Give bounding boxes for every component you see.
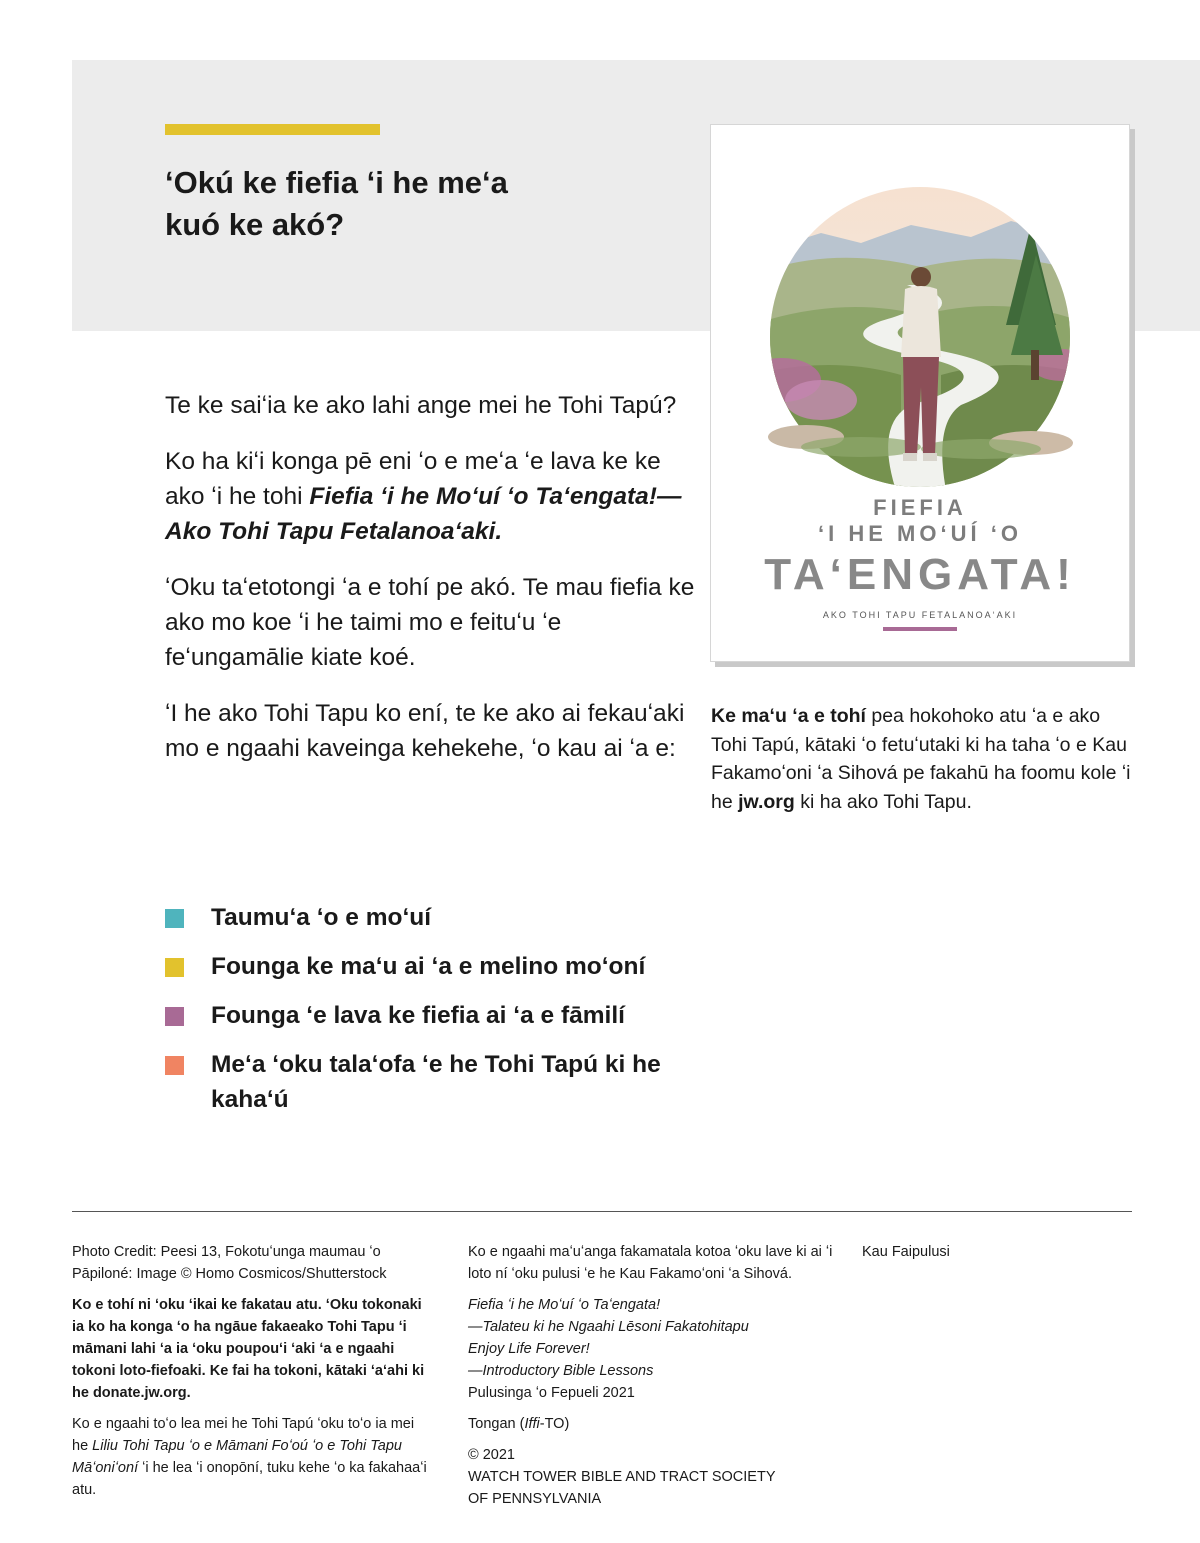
language-symbol: Iffi [524, 1416, 540, 1432]
footer-column-2 [468, 1241, 838, 1519]
scripture-note [72, 1413, 432, 1501]
language-suffix: -TO) [539, 1416, 570, 1432]
cover-title-line-2: ʻI HE MOʻUÍ ʻO [818, 521, 1022, 546]
website-link[interactable]: jw.org [738, 790, 795, 813]
scripture-note-text: Ko e ngaahi toʻo lea mei he Tohi Tapú ʻoku toʻo ia mei he [72, 1416, 415, 1454]
accent-bar [165, 124, 380, 135]
paragraph-1: Te ke saiʻia ke ako lahi ange mei he Tohi Tapú? [165, 392, 677, 419]
photo-credit: Photo Credit: Peesi 13, Fokotuʻunga maumau ʻo Pāpiloné: Image © Homo Cosmicos/Shutterstock [72, 1244, 387, 1282]
copyright [468, 1444, 838, 1510]
language-text: Tongan ( [468, 1416, 525, 1432]
title-tongan: Fiefia ʻi he Moʻuí ʻo Taʻengata! [468, 1297, 661, 1313]
topic-item [165, 1047, 725, 1117]
topic-label: Taumuʻa ʻo e moʻuí [211, 904, 432, 931]
not-for-sale-note: Ko e tohí ni ʻoku ʻikai ke fakatau atu. ʻOku tokonaki ia ko ha konga ʻo ha ngāue fakaeako Tohi Tapu ʻi māmani lahi ʻa ia ʻoku poupouʻi ʻaki ʻa e ngaahi tokoni loto-fiefoaki. Ke fai ha tokoni, kātaki ʻaʻahi ki he donate.jw.org. [72, 1297, 425, 1401]
topic-label: Founga ke maʻu ai ʻa e melino moʻoní [211, 953, 646, 980]
page-title [165, 162, 645, 246]
topic-label: Founga ʻe lava ke fiefia ai ʻa e fāmilí [211, 1002, 625, 1029]
footer-column-3 [862, 1241, 1062, 1272]
title-tongan-sub: —Talateu ki he Ngaahi Lēsoni Fakatohitapu [468, 1319, 749, 1335]
paragraph-2 [165, 444, 705, 549]
request-lead: Ke maʻu ʻa e tohí [711, 705, 866, 727]
body-text [165, 388, 705, 787]
publication-titles [468, 1294, 838, 1404]
bible-title: Liliu Tohi Tapu ʻo e Māmani Foʻoú ʻo e Tohi Tapu Māʻoniʻoní [72, 1438, 402, 1476]
printing-date: Pulusinga ʻo Fepueli 2021 [468, 1385, 635, 1401]
topic-item [165, 900, 725, 935]
publisher-line-2: OF PENNSYLVANIA [468, 1491, 602, 1507]
paragraph-4: ʻI he ako Tohi Tapu ko ení, te ke ako ai fekauʻaki mo e ngaahi kaveinga kehekehe, ʻo kau ai ʻa e: [165, 700, 685, 762]
title-english-sub: —Introductory Bible Lessons [468, 1363, 654, 1379]
data-note: Ko e ngaahi maʻuʻanga fakamatala kotoa ʻoku lave ki ai ʻi loto ní ʻoku pulusi ʻe he Kau Fakamoʻoni ʻa Sihová. [468, 1244, 833, 1282]
publisher-line-1: WATCH TOWER BIBLE AND TRACT SOCIETY [468, 1469, 776, 1485]
cover-accent-line [883, 627, 957, 631]
topic-list [165, 900, 725, 1131]
cover-title-line-3: TAʻENGATA! [764, 550, 1076, 599]
purple-square-icon [165, 1007, 184, 1026]
scripture-note-end: ʻi he lea ʻi onopōní, tuku kehe ʻo ka fakahaaʻi atu. [72, 1460, 427, 1498]
topic-item [165, 998, 725, 1033]
teal-square-icon [165, 909, 184, 928]
request-info [711, 702, 1131, 816]
paragraph-3: ʻOku taʻetotongi ʻa e tohí pe akó. Te mau fiefia ke ako mo koe ʻi he taimi mo e feituʻu ʻe feʻungamālie kiate koé. [165, 574, 695, 671]
cover-subtitle: AKO TOHI TAPU FETALANOAʻAKI [822, 610, 1018, 620]
request-text-1: pea hokohoko atu ʻa e ako Tohi Tapú, kātaki ʻo fetuʻutaki ki ha taha ʻo e Kau Fakamoʻoni ʻa Sihová pe fakahū ha foomu kole ʻi he [711, 705, 1131, 813]
title-english: Enjoy Life Forever! [468, 1341, 590, 1357]
footer-divider [72, 1211, 1132, 1212]
cover-title-line-1: FIEFIA [873, 495, 967, 520]
copyright-year: © 2021 [468, 1447, 515, 1463]
yellow-square-icon [165, 958, 184, 977]
title-line-2: kuó ke akó? [165, 207, 345, 242]
book-cover [710, 124, 1130, 662]
publisher-label: Kau Faipulusi [862, 1244, 950, 1260]
topic-item [165, 949, 725, 984]
topic-label: Meʻa ʻoku talaʻofa ʻe he Tohi Tapú ki he kahaʻú [211, 1051, 661, 1113]
footer-column-1 [72, 1241, 432, 1510]
request-text-2: ki ha ako Tohi Tapu. [794, 790, 972, 813]
title-line-1: ʻOkú ke fiefia ʻi he meʻa [165, 165, 508, 200]
person-head [911, 267, 931, 287]
paragraph-2-text: Ko ha kiʻi konga pē eni ʻo e meʻa ʻe lava ke ke ako ʻi he tohi [165, 448, 661, 510]
book-title: Fiefia ʻi he Moʻuí ʻo Taʻengata!—Ako Tohi Tapu Fetalanoaʻaki. [165, 483, 682, 545]
language-code [468, 1413, 838, 1435]
orange-square-icon [165, 1056, 184, 1075]
